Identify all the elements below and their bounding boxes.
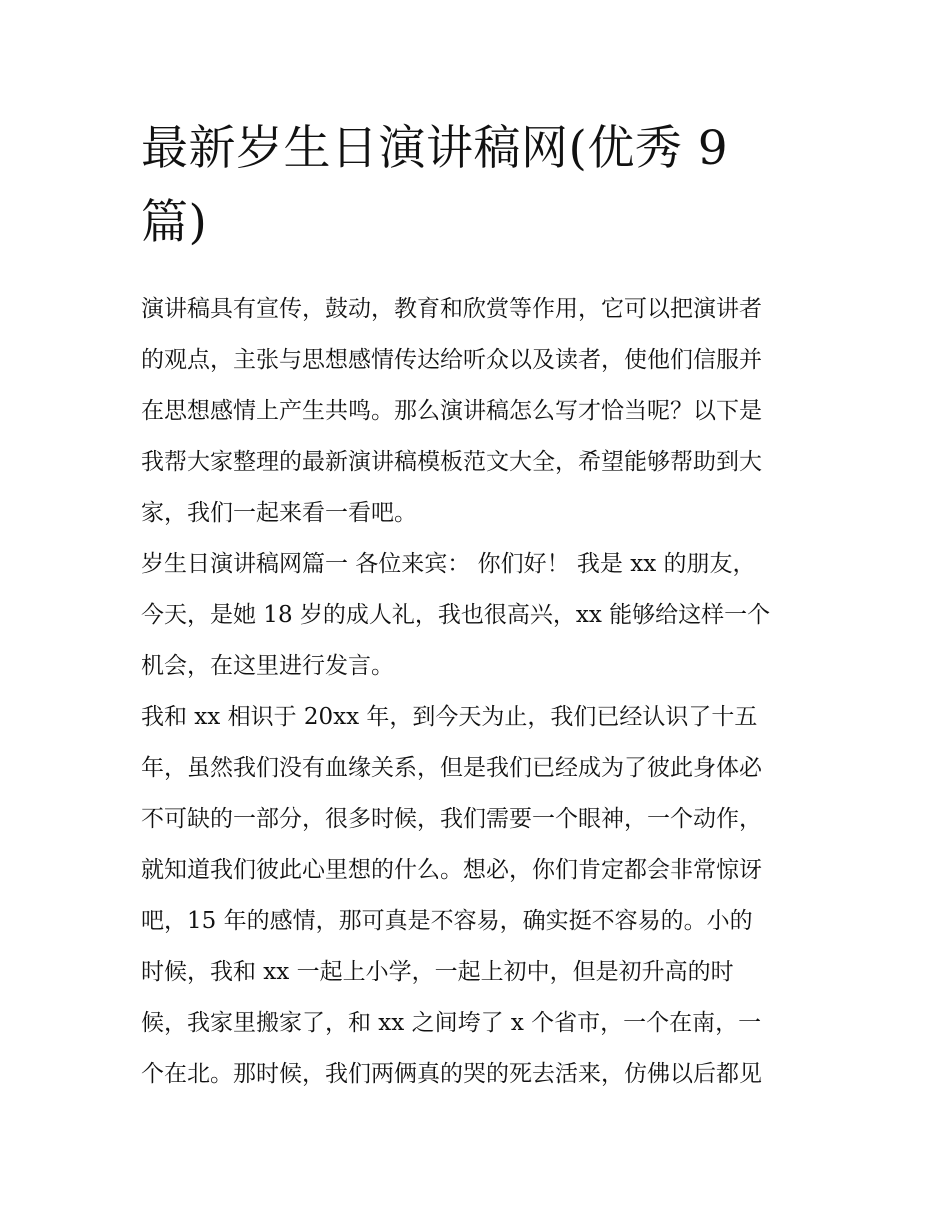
title-line: 篇) <box>141 195 208 250</box>
text-line: 岁生日演讲稿网篇一 各位来宾： 你们好！ 我是 xx 的朋友， <box>141 551 756 577</box>
text-line: 个在北。那时候，我们两俩真的哭的死去活来，仿佛以后都见 <box>141 1061 762 1087</box>
paragraph-intro <box>141 284 813 539</box>
text-line: 我和 xx 相识于 20xx 年，到今天为止，我们已经认识了十五 <box>141 704 758 730</box>
text-line: 年，虽然我们没有血缘关系，但是我们已经成为了彼此身体必 <box>141 755 762 781</box>
title-line: 最新岁生日演讲稿网(优秀 9 <box>141 121 729 176</box>
text-line: 的观点，主张与思想感情传达给听众以及读者，使他们信服并 <box>141 347 762 373</box>
text-line: 我帮大家整理的最新演讲稿模板范文大全，希望能够帮助到大 <box>141 449 762 475</box>
text-line: 就知道我们彼此心里想的什么。想必，你们肯定都会非常惊讶 <box>141 857 762 883</box>
text-line: 家，我们一起来看一看吧。 <box>141 500 417 526</box>
text-line: 候，我家里搬家了，和 xx 之间垮了 x 个省市，一个在南，一 <box>141 1010 762 1036</box>
text-line: 在思想感情上产生共鸣。那么演讲稿怎么写才恰当呢？以下是 <box>141 398 762 424</box>
text-line: 今天，是她 18 岁的成人礼，我也很高兴，xx 能够给这样一个 <box>141 602 771 628</box>
document-body <box>141 284 813 1100</box>
text-line: 机会，在这里进行发言。 <box>141 653 394 679</box>
text-line: 时候，我和 xx 一起上小学，一起上初中，但是初升高的时 <box>141 959 734 985</box>
paragraph-friendship-story <box>141 692 813 1100</box>
text-line: 演讲稿具有宣传，鼓动，教育和欣赏等作用，它可以把演讲者 <box>141 296 762 322</box>
document-content <box>141 112 813 1100</box>
text-line: 不可缺的一部分，很多时候，我们需要一个眼神，一个动作， <box>141 806 762 832</box>
text-line: 吧，15 年的感情，那可真是不容易，确实挺不容易的。小的 <box>141 908 753 934</box>
document-title <box>141 112 813 260</box>
paragraph-speech-opening <box>141 539 813 692</box>
